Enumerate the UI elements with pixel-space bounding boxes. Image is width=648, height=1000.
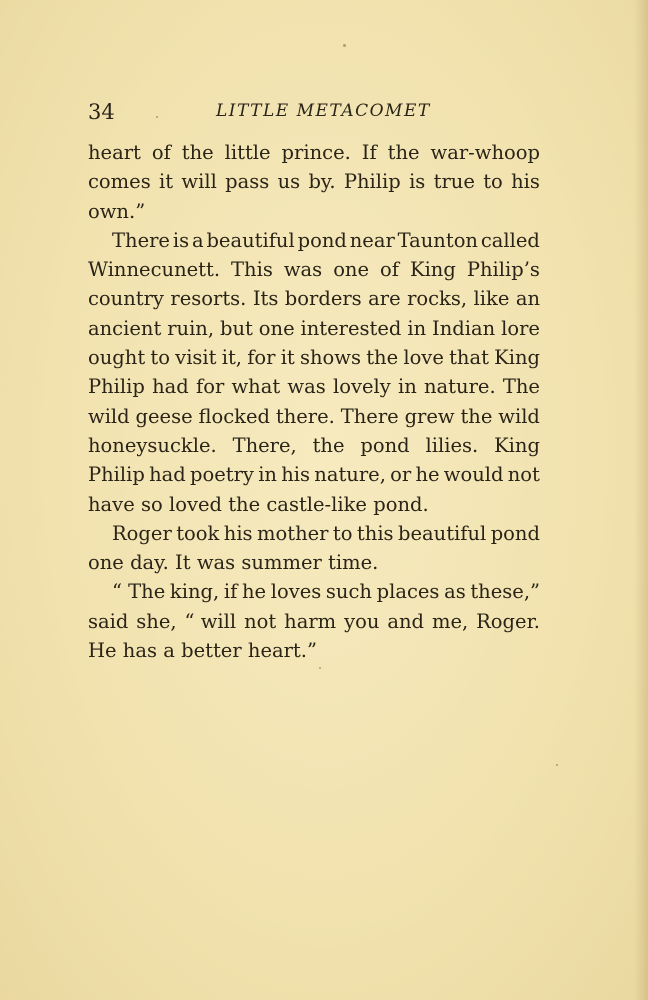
- word: an: [515, 287, 540, 311]
- word: castle-like: [266, 492, 367, 516]
- word: it: [159, 170, 174, 194]
- word: Philip’s: [466, 258, 540, 282]
- word: borders: [284, 287, 362, 311]
- word: true: [433, 170, 475, 194]
- page-number: 34: [88, 100, 115, 124]
- word: called: [480, 228, 540, 252]
- text-line: [88, 197, 540, 226]
- word: his: [511, 170, 540, 194]
- word: ruin,: [167, 316, 215, 340]
- word: to: [332, 521, 353, 545]
- word: Roger.: [476, 609, 540, 633]
- word: the: [181, 141, 214, 164]
- word: in: [397, 375, 417, 399]
- word: It: [175, 551, 191, 575]
- word: ancient: [88, 316, 162, 340]
- word: was: [283, 258, 323, 282]
- word: this: [356, 521, 394, 545]
- word: has: [122, 639, 157, 663]
- word: these,”: [470, 580, 540, 604]
- word: resorts.: [170, 287, 247, 311]
- word: the: [387, 141, 420, 164]
- word: wild: [88, 404, 130, 428]
- word: pass: [225, 170, 270, 194]
- word: summer: [241, 551, 322, 575]
- text-line: [88, 607, 540, 636]
- word: interested: [300, 316, 402, 340]
- word: Philip: [88, 463, 145, 487]
- word: if: [223, 580, 238, 604]
- text-line: [88, 490, 540, 519]
- word: better: [181, 639, 242, 663]
- word: nature,: [314, 463, 386, 487]
- text-line: [88, 372, 540, 401]
- word: the: [228, 492, 261, 516]
- word: one: [88, 551, 124, 575]
- word: King: [494, 433, 540, 457]
- word: not: [244, 609, 277, 633]
- word: is: [172, 228, 190, 252]
- word: war-whoop: [430, 141, 540, 164]
- word: This: [231, 258, 273, 282]
- word: but: [219, 316, 253, 340]
- word: his: [223, 521, 253, 545]
- word: “ The: [112, 580, 166, 604]
- word: wild: [498, 404, 540, 428]
- word: one: [333, 258, 370, 282]
- word: “ will: [184, 609, 237, 633]
- word: in: [258, 463, 277, 487]
- word: lovely: [332, 375, 391, 399]
- word: country: [88, 287, 164, 311]
- word: or: [390, 463, 412, 487]
- paper-speck: [319, 667, 321, 669]
- word: grew: [404, 404, 455, 428]
- word: rocks,: [407, 287, 468, 311]
- text-line: [88, 431, 540, 460]
- word: lore: [501, 316, 540, 340]
- word: Philip: [343, 170, 401, 194]
- word: a: [163, 639, 175, 663]
- word: geese: [135, 404, 193, 428]
- word: will: [181, 170, 217, 194]
- word: of: [380, 258, 399, 282]
- word: pond.: [373, 492, 429, 516]
- word: that: [449, 346, 489, 370]
- word: have: [88, 492, 135, 516]
- word: visit: [175, 346, 217, 370]
- word: beautiful: [206, 228, 295, 252]
- word: it: [280, 346, 295, 370]
- word: heart.”: [247, 639, 317, 663]
- word: took: [176, 521, 220, 545]
- word: not: [507, 463, 540, 487]
- word: the: [312, 433, 345, 457]
- word: prince.: [281, 141, 351, 164]
- word: honeysuckle.: [88, 433, 217, 457]
- word: he: [241, 580, 267, 604]
- word: poetry: [190, 463, 254, 487]
- text-line: [88, 460, 540, 489]
- word: places: [376, 580, 440, 604]
- word: nature.: [424, 375, 496, 399]
- text-line: [88, 402, 540, 431]
- word: like: [473, 287, 510, 311]
- word: such: [325, 580, 372, 604]
- word: time.: [328, 551, 379, 575]
- word: flocked: [198, 404, 271, 428]
- word: loved: [168, 492, 222, 516]
- word: harm: [284, 609, 337, 633]
- word: beautiful: [397, 521, 487, 545]
- word: There: [112, 228, 170, 252]
- word: one: [258, 316, 295, 340]
- word: you: [344, 609, 380, 633]
- word: If: [361, 141, 377, 164]
- word: Philip: [88, 375, 145, 399]
- word: his: [281, 463, 311, 487]
- text-line: [88, 548, 540, 577]
- word: to: [483, 170, 503, 194]
- word: there.: [275, 404, 335, 428]
- word: us: [277, 170, 301, 194]
- body-text: [88, 138, 540, 665]
- text-line: [88, 636, 540, 665]
- word: little: [224, 141, 271, 164]
- word: king,: [169, 580, 220, 604]
- word: mother: [257, 521, 329, 545]
- word: loves: [270, 580, 322, 604]
- text-line: [88, 138, 540, 167]
- word: He: [88, 639, 117, 663]
- word: King: [494, 346, 540, 370]
- word: said: [88, 609, 129, 633]
- word: would: [443, 463, 504, 487]
- word: heart: [88, 141, 141, 164]
- word: ought: [88, 346, 146, 370]
- word: lilies.: [425, 433, 479, 457]
- word: he: [415, 463, 440, 487]
- word: the: [366, 346, 399, 370]
- word: own.”: [88, 199, 146, 223]
- word: was: [287, 375, 326, 399]
- page-edge-shadow: [634, 0, 648, 1000]
- text-line: [88, 343, 540, 372]
- word: for: [247, 346, 276, 370]
- page-header: [88, 100, 540, 130]
- text-line: [88, 226, 540, 255]
- word: she,: [136, 609, 177, 633]
- paper-speck: [343, 44, 346, 47]
- word: by.: [308, 170, 336, 194]
- word: day.: [130, 551, 169, 575]
- word: me,: [431, 609, 469, 633]
- word: Roger: [112, 521, 172, 545]
- word: love: [403, 346, 444, 370]
- word: Its: [252, 287, 279, 311]
- word: was: [196, 551, 236, 575]
- word: so: [140, 492, 163, 516]
- word: for: [195, 375, 225, 399]
- word: Taunton: [397, 228, 478, 252]
- word: to: [150, 346, 170, 370]
- word: and: [387, 609, 425, 633]
- word: of: [151, 141, 171, 164]
- word: King: [410, 258, 456, 282]
- text-line: [88, 284, 540, 313]
- word: pond: [490, 521, 540, 545]
- word: Winnecunett.: [88, 258, 221, 282]
- word: what: [231, 375, 281, 399]
- text-line: [88, 167, 540, 196]
- word: had: [152, 375, 189, 399]
- word: had: [149, 463, 186, 487]
- word: There,: [232, 433, 297, 457]
- word: comes: [88, 170, 151, 194]
- word: shows: [299, 346, 361, 370]
- word: in: [407, 316, 427, 340]
- text-line: [88, 255, 540, 284]
- text-line: [88, 519, 540, 548]
- word: are: [368, 287, 401, 311]
- word: Indian: [432, 316, 496, 340]
- running-title: LITTLE METACOMET: [216, 101, 431, 121]
- word: the: [460, 404, 493, 428]
- word: There: [340, 404, 399, 428]
- word: is: [409, 170, 426, 194]
- word: pond: [360, 433, 410, 457]
- text-line: [88, 314, 540, 343]
- text-line: [88, 577, 540, 606]
- word: pond: [297, 228, 347, 252]
- word: as: [444, 580, 466, 604]
- word: a: [191, 228, 204, 252]
- word: near: [349, 228, 395, 252]
- paper-speck: [556, 764, 558, 766]
- word: it,: [221, 346, 242, 370]
- word: The: [502, 375, 540, 399]
